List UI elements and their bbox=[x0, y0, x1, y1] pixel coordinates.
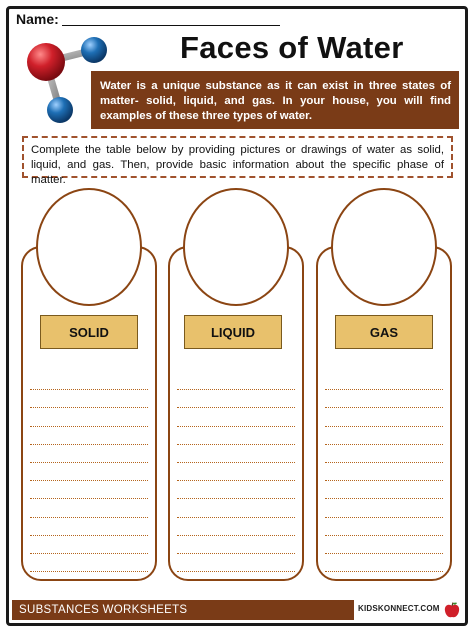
state-label-liquid: LIQUID bbox=[184, 315, 282, 349]
writing-lines-solid[interactable] bbox=[30, 372, 148, 572]
brand-text: KIDSKONNECT.COM bbox=[358, 604, 440, 613]
state-label-solid: SOLID bbox=[40, 315, 138, 349]
drawing-area-solid[interactable] bbox=[36, 188, 142, 306]
state-label-gas: GAS bbox=[335, 315, 433, 349]
writing-lines-gas[interactable] bbox=[325, 372, 443, 572]
name-field[interactable] bbox=[62, 25, 280, 26]
intro-box: Water is a unique substance as it can exist in three states of matter- solid, liquid, and gas. In your house, you will find examples of these three types of water. bbox=[91, 71, 459, 129]
drawing-area-gas[interactable] bbox=[331, 188, 437, 306]
drawing-area-liquid[interactable] bbox=[183, 188, 289, 306]
writing-lines-liquid[interactable] bbox=[177, 372, 295, 572]
name-label: Name: bbox=[16, 11, 59, 27]
page-title: Faces of Water bbox=[180, 30, 404, 65]
instructions-box: Complete the table below by providing pictures or drawings of water as solid, liquid, and gas. Then, provide basic information about the specific phase of matter. bbox=[22, 136, 453, 178]
apple-icon bbox=[442, 600, 462, 620]
footer-banner: SUBSTANCES WORKSHEETS bbox=[12, 600, 354, 620]
